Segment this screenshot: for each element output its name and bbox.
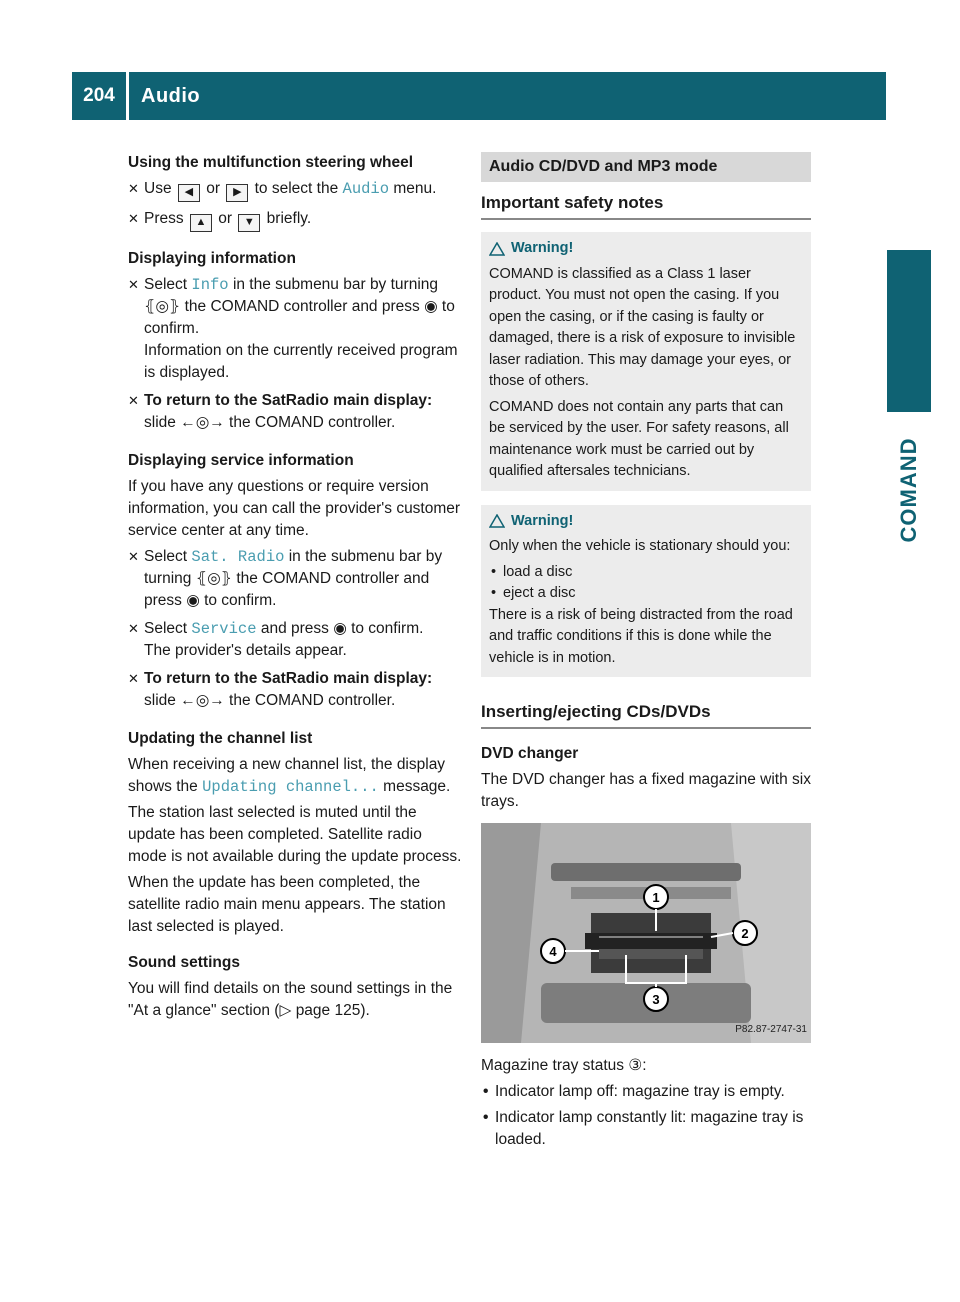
callout-2: 2	[741, 926, 749, 941]
warning-title-text: Warning!	[511, 240, 574, 256]
step-arrow-icon: ✕	[128, 621, 139, 636]
warning-text: Only when the vehicle is stationary should you:	[489, 538, 791, 554]
paragraph	[128, 978, 462, 1022]
list-item: • Indicator lamp constantly lit: magazine tray is loaded.	[481, 1107, 811, 1151]
step-arrow-icon: ✕	[128, 277, 139, 292]
paragraph: If you have any questions or require version information, you can call the provider's customer service center at any time.	[128, 478, 461, 539]
step-text: Use	[144, 180, 172, 197]
warning-text: COMAND is classified as a Class 1 laser product. You must not open the casing. If you open the casing, or if the casing is faulty or damaged, there is a risk of exposure to invisible laser radiation. This may damage your eyes, or those of others.	[489, 265, 796, 389]
subheading: Inserting/ejecting CDs/DVDs	[481, 701, 811, 729]
step-text: to confirm.	[144, 298, 455, 337]
paragraph-text: :	[642, 1057, 647, 1074]
display-code: Service	[191, 620, 257, 638]
instruction-step	[128, 618, 462, 662]
warning-text: There is a risk of being distracted from the road and traffic conditions if this is done while the vehicle is in motion.	[489, 606, 793, 666]
display-code: Info	[191, 276, 229, 294]
down-key-icon: ▼	[238, 214, 260, 232]
step-text: or	[206, 180, 220, 197]
paragraph-text: message.	[383, 778, 451, 795]
warning-title	[489, 511, 803, 533]
section-title: Sound settings	[128, 954, 240, 971]
step-text: to confirm.	[351, 620, 424, 637]
dvd-changer-illustration	[481, 823, 811, 1043]
section-title: Updating the channel list	[128, 730, 313, 747]
callout-ref: ③	[628, 1057, 643, 1074]
controller-turn-icon: ⦃◎⦄	[144, 298, 181, 315]
step-text: slide	[144, 414, 176, 431]
controller-slide-icon: ←◎→	[180, 692, 225, 709]
paragraph-text: When receiving a new channel list, the display shows the	[128, 756, 446, 795]
page-title: Audio	[141, 84, 201, 107]
page-ref-arrow-icon: ▷	[279, 1002, 292, 1019]
step-arrow-icon: ✕	[128, 211, 139, 226]
callout-3: 3	[652, 992, 660, 1007]
callout-4: 4	[549, 944, 557, 959]
section-title: DVD changer	[481, 745, 579, 762]
step-text: to select the	[254, 180, 339, 197]
instruction-step	[128, 178, 462, 202]
left-column	[128, 152, 462, 1026]
paragraph	[481, 1055, 811, 1077]
warning-triangle-icon	[489, 514, 505, 528]
step-result: The provider's details appear.	[144, 642, 347, 659]
list-item: • Indicator lamp off: magazine tray is empty.	[481, 1081, 811, 1103]
chapter-tab	[887, 250, 931, 412]
step-arrow-icon: ✕	[128, 549, 139, 564]
paragraph-text: Magazine tray status	[481, 1057, 625, 1074]
controller-press-icon: ◉	[424, 298, 438, 315]
warning-title-text: Warning!	[511, 512, 574, 529]
instruction-step	[128, 274, 462, 384]
paragraph-text: You will find details on the sound settings in the "At a glance" section (	[128, 980, 453, 1019]
step-arrow-icon: ✕	[128, 181, 139, 196]
controller-slide-icon: ←◎→	[180, 414, 225, 431]
step-bold-text: To return to the SatRadio main display:	[144, 392, 433, 409]
step-text: Select	[144, 276, 188, 293]
left-key-icon: ◀	[178, 184, 200, 202]
callout-1: 1	[652, 890, 660, 905]
up-key-icon: ▲	[190, 214, 212, 232]
step-text: slide	[144, 692, 176, 709]
chapter-label-text: COMAND	[896, 437, 921, 543]
header-divider	[126, 72, 129, 120]
warning-bullet: • eject a disc	[489, 583, 803, 605]
instruction-step	[128, 668, 462, 712]
section-title: Displaying information	[128, 250, 296, 267]
step-text: the COMAND controller.	[229, 414, 396, 431]
step-arrow-icon: ✕	[128, 393, 139, 408]
warning-box	[481, 505, 811, 678]
dvd-changer-figure	[481, 823, 811, 1043]
step-text: briefly.	[266, 210, 312, 227]
warning-box	[481, 232, 811, 491]
paragraph	[128, 754, 462, 798]
page-header	[72, 72, 886, 120]
paragraph: When the update has been completed, the satellite radio main menu appears. The station last selected is played.	[128, 874, 446, 935]
step-text: the COMAND controller and press	[184, 298, 420, 315]
right-column	[481, 152, 811, 1155]
step-text: Select	[144, 620, 188, 637]
controller-press-icon: ◉	[186, 592, 200, 609]
controller-turn-icon: ⦃◎⦄	[195, 570, 232, 587]
subheading: Important safety notes	[481, 192, 811, 220]
step-text: to confirm.	[204, 592, 277, 609]
controller-press-icon: ◉	[333, 620, 347, 637]
paragraph: The DVD changer has a fixed magazine with six trays.	[481, 771, 811, 810]
step-text: and press	[260, 620, 329, 637]
step-text: the COMAND controller.	[229, 692, 396, 709]
warning-bullet: • load a disc	[489, 562, 803, 584]
warning-title	[489, 238, 803, 260]
paragraph: The station last selected is muted until the update has been completed. Satellite radio mode is not available during the update process.	[128, 804, 462, 865]
step-bold-text: To return to the SatRadio main display:	[144, 670, 433, 687]
page-number: 204	[83, 85, 115, 106]
section-bar: Audio CD/DVD and MP3 mode	[481, 152, 811, 182]
warning-text: COMAND does not contain any parts that can be serviced by the user. For safety reasons, all maintenance work must be carried out by qualified aftersales technicians.	[489, 398, 789, 479]
step-text: menu.	[393, 180, 437, 197]
step-text: the COMAND controller and press	[144, 570, 430, 609]
step-text: in the submenu bar by turning	[144, 548, 443, 587]
instruction-step	[128, 546, 462, 612]
step-text: Press	[144, 210, 184, 227]
right-key-icon: ▶	[226, 184, 248, 202]
instruction-step	[128, 208, 462, 232]
step-text: or	[218, 210, 233, 227]
step-text: Select	[144, 548, 188, 565]
paragraph-text: page 125).	[295, 1002, 370, 1019]
section-title: Using the multifunction steering wheel	[128, 154, 414, 171]
step-arrow-icon: ✕	[128, 671, 139, 686]
section-title: Displaying service information	[128, 452, 354, 469]
chapter-label	[883, 420, 935, 560]
step-result: Information on the currently received program is displayed.	[144, 342, 458, 381]
warning-triangle-icon	[489, 242, 505, 256]
step-text: in the submenu bar by turning	[232, 276, 439, 293]
display-code: Audio	[342, 180, 390, 198]
instruction-step	[128, 390, 462, 434]
figure-code: P82.87-2747-31	[735, 1024, 807, 1035]
display-code: Sat. Radio	[191, 548, 285, 566]
display-code: Updating channel...	[202, 778, 379, 796]
